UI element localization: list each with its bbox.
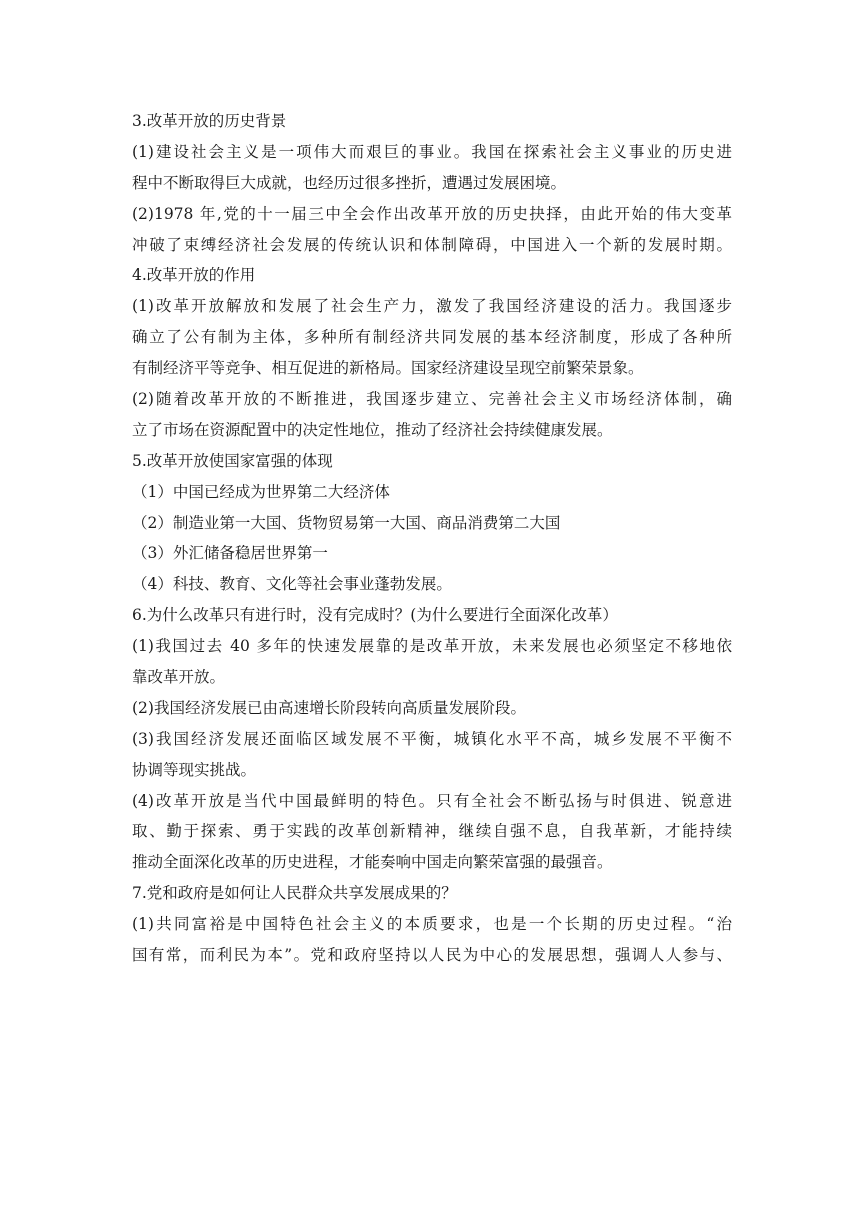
paragraph-line: (3)我国经济发展还面临区域发展不平衡，城镇化水平不高，城乡发展不平衡不 xyxy=(132,729,732,748)
paragraph-line: 协调等现实挑战。 xyxy=(132,760,257,779)
paragraph-line: 冲破了束缚经济社会发展的传统认识和体制障碍，中国进入一个新的发展时期。 xyxy=(132,235,732,254)
paragraph-line: (2)1978 年,党的十一届三中全会作出改革开放的历史抉择，由此开始的伟大变革 xyxy=(132,204,732,223)
paragraph-line: (1)共同富裕是中国特色社会主义的本质要求，也是一个长期的历史过程。“治 xyxy=(132,915,732,934)
list-item: （3）外汇储备稳居世界第一 xyxy=(132,544,328,563)
heading-7-shared-development: 7.党和政府是如何让人民群众共享发展成果的？ xyxy=(132,884,457,903)
paragraph-line: 确立了公有制为主体，多种所有制经济共同发展的基本经济制度，形成了各种所 xyxy=(132,328,732,347)
paragraph-line: 取、勤于探索、勇于实践的改革创新精神，继续自强不息，自我革新，才能持续 xyxy=(132,822,732,841)
paragraph-line: (4)改革开放是当代中国最鲜明的特色。只有全社会不断弘扬与时俱进、锐意进 xyxy=(132,791,732,810)
paragraph-line: (2)我国经济发展已由高速增长阶段转向高质量发展阶段。 xyxy=(132,698,526,717)
list-item: （1）中国已经成为世界第二大经济体 xyxy=(132,482,390,501)
paragraph-line: 靠改革开放。 xyxy=(132,668,226,687)
paragraph-line: (1)改革开放解放和发展了社会生产力，激发了我国经济建设的活力。我国逐步 xyxy=(132,297,732,316)
list-item: （4）科技、教育、文化等社会事业蓬勃发展。 xyxy=(132,575,452,594)
document-body xyxy=(132,106,732,971)
paragraph-line: (1)建设社会主义是一项伟大而艰巨的事业。我国在探索社会主义事业的历史进 xyxy=(132,142,732,161)
heading-3-reform-background: 3.改革开放的历史背景 xyxy=(132,112,287,130)
paragraph-line: 国有常，而利民为本”。党和政府坚持以人民为中心的发展思想，强调人人参与、 xyxy=(132,946,732,965)
list-item: （2）制造业第一大国、货物贸易第一大国、商品消费第二大国 xyxy=(132,513,561,532)
heading-5-national-strength: 5.改革开放使国家富强的体现 xyxy=(132,451,333,470)
paragraph-line: 有制经济平等竞争、相互促进的新格局。国家经济建设呈现空前繁荣景象。 xyxy=(132,359,644,378)
paragraph-line: (2)随着改革开放的不断推进，我国逐步建立、完善社会主义市场经济体制，确 xyxy=(132,390,732,409)
heading-6-deepening-reform: 6.为什么改革只有进行时，没有完成时？(为什么要进行全面深化改革） xyxy=(132,606,618,625)
paragraph-line: 立了市场在资源配置中的决定性地位，推动了经济社会持续健康发展。 xyxy=(132,420,613,439)
paragraph-line: 程中不断取得巨大成就，也经历过很多挫折，遭遇过发展困境。 xyxy=(132,173,567,192)
paragraph-line: 推动全面深化改革的历史进程，才能奏响中国走向繁荣富强的最强音。 xyxy=(132,853,613,872)
paragraph-line: (1)我国过去 40 多年的快速发展靠的是改革开放，未来发展也必须坚定不移地依 xyxy=(132,637,732,656)
heading-4-reform-role: 4.改革开放的作用 xyxy=(132,266,256,285)
